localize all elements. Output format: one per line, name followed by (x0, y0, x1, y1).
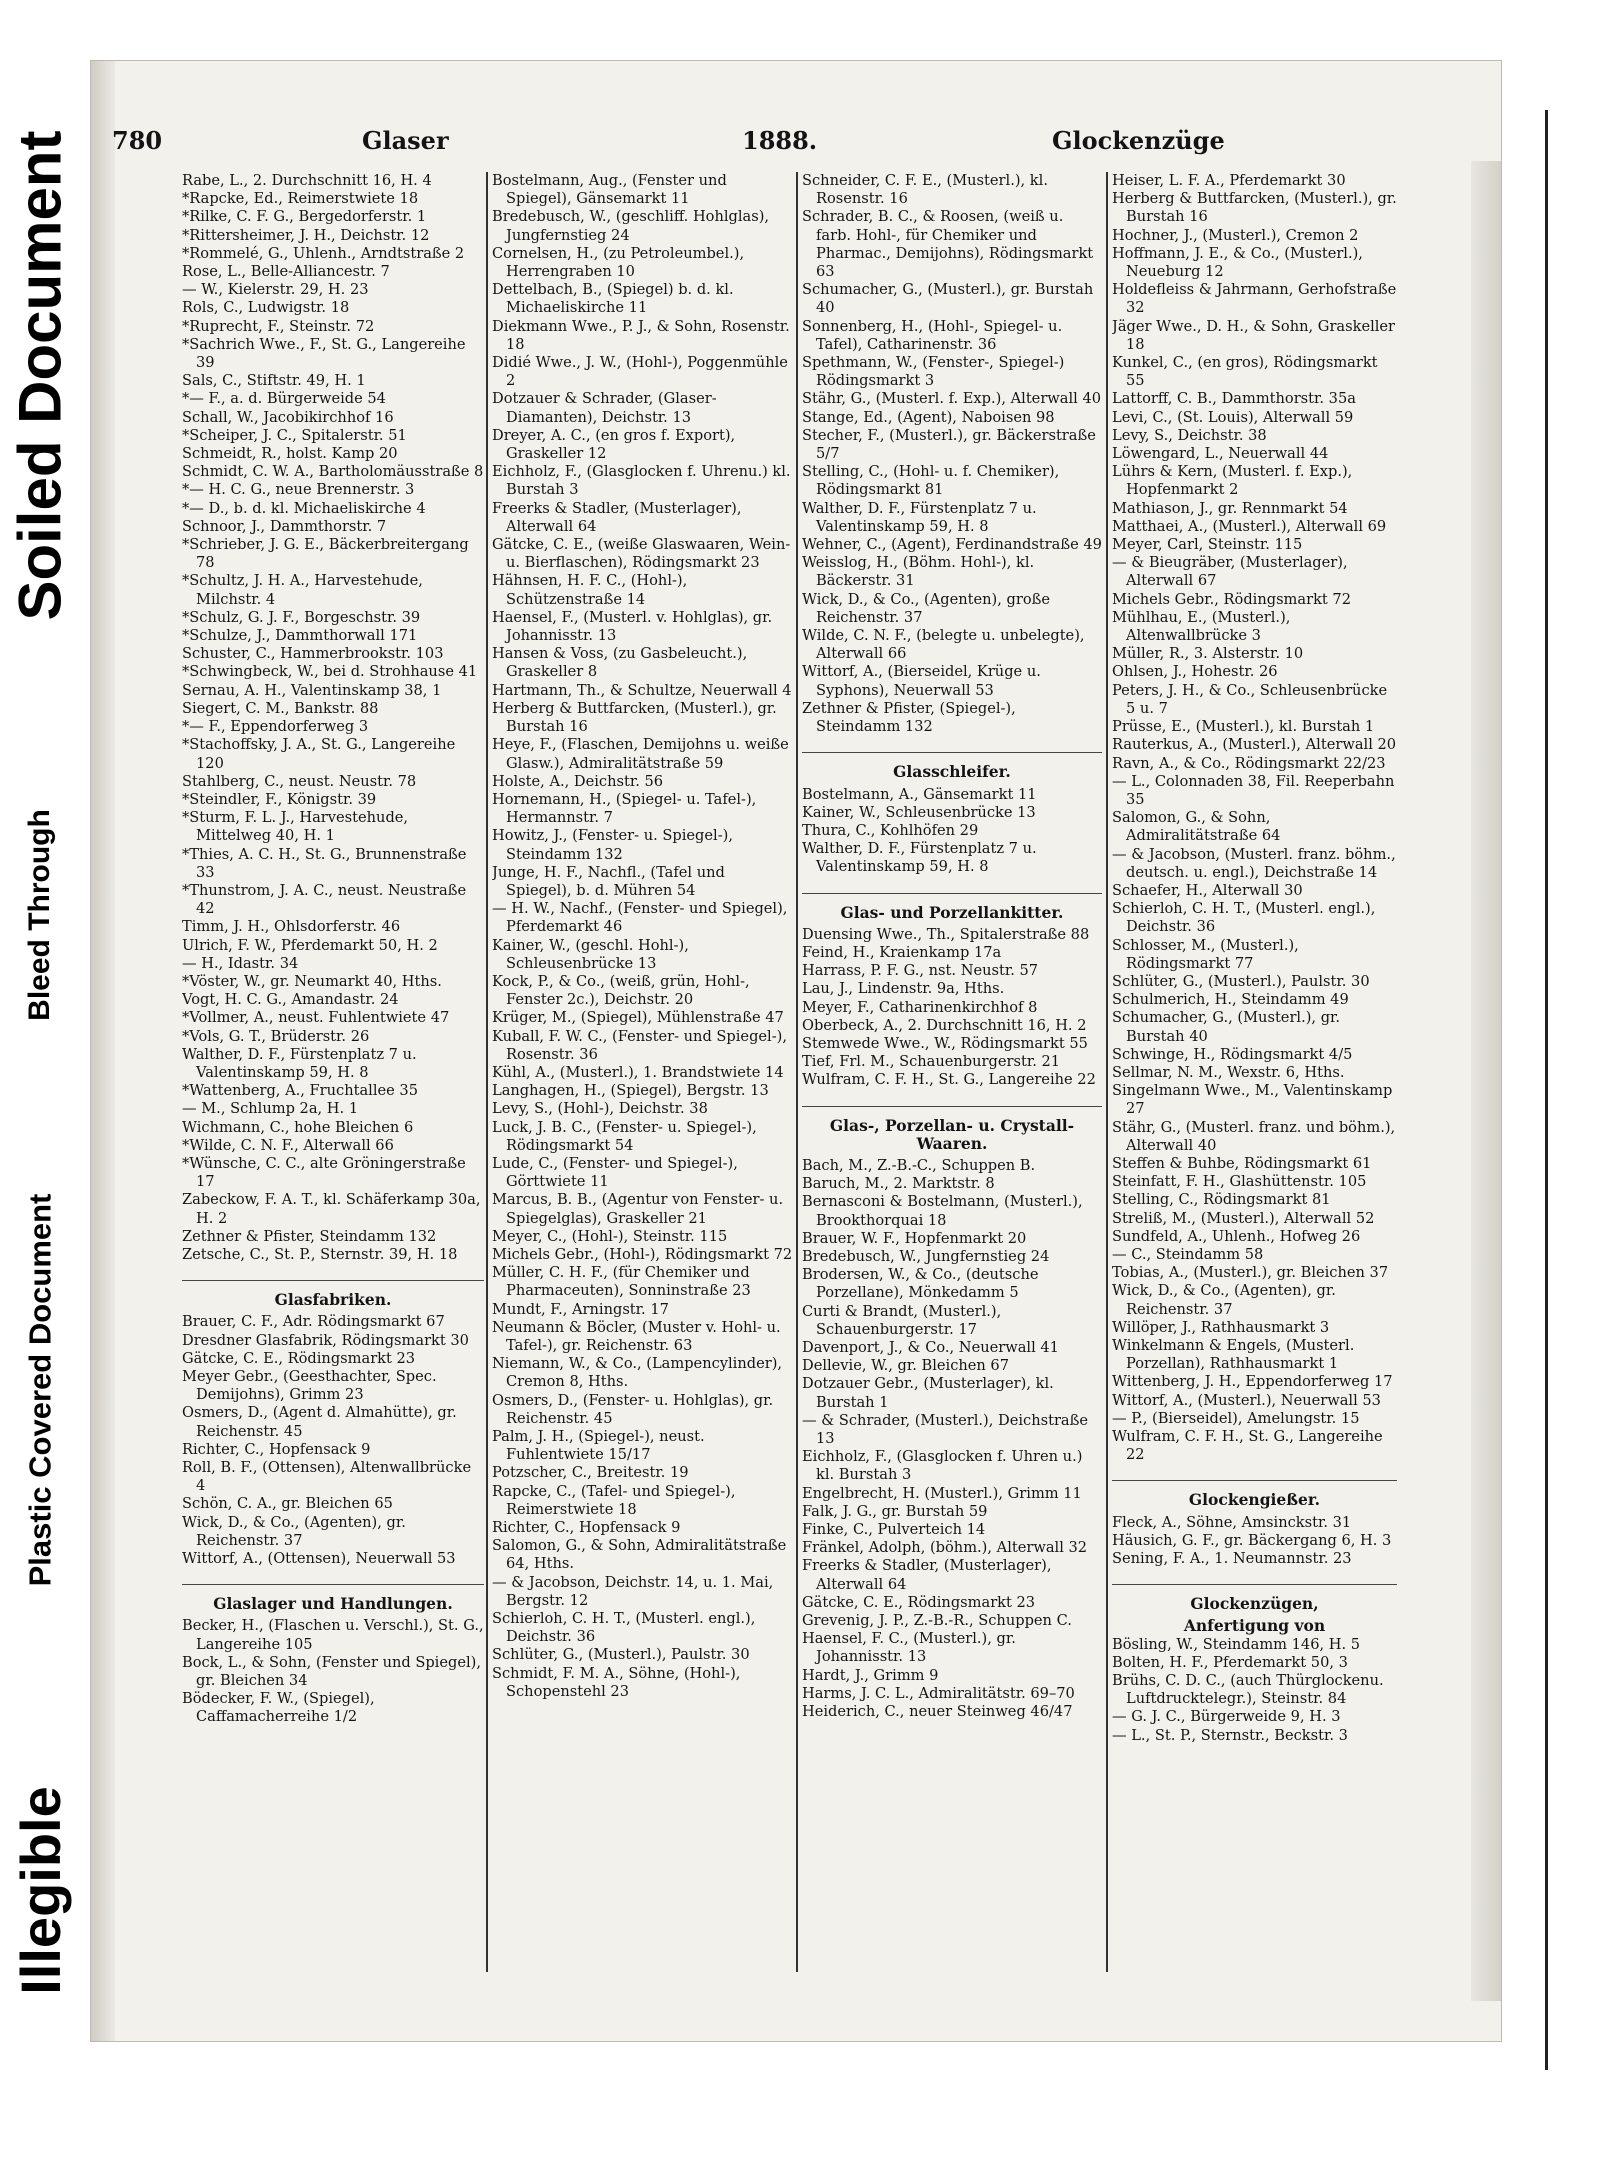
directory-entry: Meyer, F., Catharinenkirchhof 8 (802, 998, 1038, 1016)
directory-entry: — & Jacobson, (Musterl. franz. böhm., deutsch. u. engl.), Deichstraße 14 (1112, 845, 1396, 881)
directory-entry: Harrass, P. F. G., nst. Neustr. 57 (802, 962, 1039, 980)
directory-entry: Lattorff, C. B., Dammthorstr. 35a (1112, 390, 1356, 408)
directory-entry: *— F., a. d. Bürgerweide 54 (182, 390, 386, 408)
directory-entry: Cornelsen, H., (zu Petroleumbel.), Herrengraben 10 (492, 244, 745, 281)
directory-entry: Schierloh, C. H. T., (Musterl. engl.), Deichstr. 36 (492, 1610, 756, 1646)
column-4 (1112, 172, 1397, 1972)
directory-entry: Heiser, L. F. A., Pferdemarkt 30 (1112, 172, 1346, 189)
directory-entry: Schumacher, G., (Musterl.), gr. Burstah 40 (1112, 1009, 1341, 1045)
directory-entry: Lau, J., Lindenstr. 9a, Hths. (802, 980, 1005, 998)
directory-entry: Rose, L., Belle-Alliancestr. 7 (182, 263, 390, 281)
directory-entry: Gätcke, C. E., Rödingsmarkt 23 (802, 1593, 1036, 1611)
directory-entry: Schmeidt, R., holst. Kamp 20 (182, 445, 398, 463)
directory-entry: Wehner, C., (Agent), Ferdinandstraße 49 (802, 536, 1102, 554)
directory-entry: Prüsse, E., (Musterl.), kl. Burstah 1 (1112, 718, 1375, 736)
directory-entry: Timm, J. H., Ohlsdorferstr. 46 (182, 918, 401, 936)
directory-entry: Tobias, A., (Musterl.), gr. Bleichen 37 (1112, 1264, 1389, 1282)
directory-entry: Wittorf, A., (Ottensen), Neuerwall 53 (182, 1550, 456, 1568)
directory-entry: Baruch, M., 2. Marktstr. 8 (802, 1175, 995, 1193)
directory-entry: Sundfeld, A., Uhlenh., Hofweg 26 (1112, 1227, 1361, 1245)
plastic-covered-label: Plastic Covered Document (22, 1193, 58, 1587)
directory-entry: *Vols, G. T., Brüderstr. 26 (182, 1027, 370, 1045)
directory-entry: Stahlberg, C., neust. Neustr. 78 (182, 772, 417, 790)
section-heading-glaslager: Glaslager und Handlungen. (182, 1584, 484, 1613)
section-heading-glasschleifer: Glasschleifer. (802, 752, 1102, 781)
directory-entry: Luck, J. B. C., (Fenster- u. Spiegel-), Rödingsmarkt 54 (492, 1118, 757, 1154)
directory-entry: Hartmann, Th., & Schultze, Neuerwall 4 (492, 681, 792, 699)
directory-entry: Matthaei, A., (Musterl.), Alterwall 69 (1112, 517, 1387, 535)
directory-entry: Engelbrecht, H. (Musterl.), Grimm 11 (802, 1484, 1082, 1502)
directory-entry: Rapcke, C., (Tafel- und Spiegel-), Reimerstwiete 18 (492, 1482, 736, 1518)
directory-entry: Krüger, M., (Spiegel), Mühlenstraße 47 (492, 1009, 784, 1027)
directory-entry: Schnoor, J., Dammthorstr. 7 (182, 517, 387, 535)
directory-entry: Brühs, C. D. C., (auch Thürglockenu. Luftdrucktelegr.), Steinstr. 84 (1112, 1672, 1384, 1708)
directory-entry: Bösling, W., Steindamm 146, H. 5 (1112, 1635, 1361, 1653)
directory-entry: Spethmann, W., (Fenster-, Spiegel-) Rödingsmarkt 3 (802, 354, 1065, 390)
directory-entry: Zethner & Pfister, Steindamm 132 (182, 1227, 437, 1245)
directory-entry: Müller, C. H. F., (für Chemiker und Pharmaceuten), Sonninstraße 23 (492, 1264, 751, 1300)
directory-entry: *Schultz, J. H. A., Harvestehude, Milchstr. 4 (182, 572, 423, 608)
directory-entry: Schall, W., Jacobikirchhof 16 (182, 408, 394, 426)
directory-entry: Palm, J. H., (Spiegel-), neust. Fuhlentwiete 15/17 (492, 1428, 705, 1464)
directory-entry: *Schrieber, J. G. E., Bäckerbreitergang 78 (182, 536, 469, 572)
directory-entry: Rauterkus, A., (Musterl.), Alterwall 20 (1112, 736, 1397, 754)
directory-entry: — C., Steindamm 58 (1112, 1245, 1264, 1263)
page-number: 780 (112, 126, 163, 155)
directory-entry: Steffen & Buhbe, Rödingsmarkt 61 (1112, 1154, 1372, 1172)
directory-entry: Dotzauer Gebr., (Musterlager), kl. Burstah 1 (802, 1375, 1054, 1411)
directory-entry: Levy, S., (Hohl-), Deichstr. 38 (492, 1100, 708, 1118)
directory-entry: Rabe, L., 2. Durchschnitt 16, H. 4 (182, 172, 432, 189)
section-heading-glockenzuegen: Glockenzügen, (1112, 1584, 1397, 1613)
directory-entry: *Ruprecht, F., Steinstr. 72 (182, 317, 375, 335)
directory-entry: Bock, L., & Sohn, (Fenster und Spiegel), gr. Bleichen 34 (182, 1653, 481, 1690)
directory-entry: Weisslog, H., (Böhm. Hohl-), kl. Bäckerstr. 31 (802, 554, 1035, 590)
directory-entry: Bach, M., Z.-B.-C., Schuppen B. (802, 1156, 1036, 1174)
directory-entry: *Schulze, J., Dammthorwall 171 (182, 627, 418, 645)
column-rule (796, 172, 798, 1972)
directory-entry: Lude, C., (Fenster- und Spiegel-), Görttwiete 11 (492, 1154, 738, 1191)
directory-entry: Junge, H. F., Nachfl., (Tafel und Spiegel), b. d. Mühren 54 (492, 863, 725, 899)
directory-entry: Haensel, F., (Musterl. v. Hohlglas), gr. Johannisstr. 13 (492, 608, 773, 645)
directory-entry: Didié Wwe., J. W., (Hohl-), Poggenmühle 2 (492, 354, 788, 390)
directory-entry: Schwinge, H., Rödingsmarkt 4/5 (1112, 1045, 1353, 1063)
directory-entry: Langhagen, H., (Spiegel), Bergstr. 13 (492, 1082, 769, 1100)
directory-entry: Streliß, M., (Musterl.), Alterwall 52 (1112, 1209, 1375, 1227)
directory-entry: Michels Gebr., Rödingsmarkt 72 (1112, 590, 1351, 608)
directory-entry: Davenport, J., & Co., Neuerwall 41 (802, 1338, 1059, 1356)
directory-entry: *— D., b. d. kl. Michaeliskirche 4 (182, 499, 426, 517)
directory-entry: Wittorf, A., (Bierseidel, Krüge u. Syphons), Neuerwall 53 (802, 663, 1041, 699)
directory-entry: Falk, J. G., gr. Burstah 59 (802, 1502, 988, 1520)
directory-entry: Schrader, B. C., & Roosen, (weiß u. farb. Hohl-, für Chemiker und Pharmac., Demijohns), Rödingsmarkt 63 (802, 208, 1094, 281)
directory-entry: Michels Gebr., (Hohl-), Rödingsmarkt 72 (492, 1245, 793, 1263)
directory-entry: Kühl, A., (Musterl.), 1. Brandstwiete 14 (492, 1063, 784, 1081)
directory-entry: Salomon, G., & Sohn, Admiralitätstraße 64 (1112, 809, 1281, 845)
directory-entry: Stemwede Wwe., W., Rödingsmarkt 55 (802, 1034, 1088, 1052)
directory-entry: Freerks & Stadler, (Musterlager), Alterwall 64 (802, 1557, 1052, 1593)
directory-entry: Siegert, C. M., Bankstr. 88 (182, 699, 379, 717)
section-heading-glasfabriken: Glasfabriken. (182, 1280, 484, 1309)
directory-entry: — & Schrader, (Musterl.), Deichstraße 13 (802, 1411, 1089, 1447)
directory-entry: Marcus, B. B., (Agentur von Fenster- u. Spiegelglas), Graskeller 21 (492, 1191, 784, 1227)
directory-entry: Eichholz, F., (Glasglocken f. Uhrenu.) kl. Burstah 3 (492, 463, 791, 499)
directory-entry: Schön, C. A., gr. Bleichen 65 (182, 1495, 393, 1513)
directory-entry: Willöper, J., Rathhausmarkt 3 (1112, 1318, 1330, 1336)
directory-entry: Hoffmann, J. E., & Co., (Musterl.), Neueburg 12 (1112, 244, 1363, 281)
illegible-label: Illegible (8, 1785, 72, 1995)
directory-entry: Sals, C., Stiftstr. 49, H. 1 (182, 372, 366, 390)
directory-entry: Finke, C., Pulverteich 14 (802, 1521, 986, 1539)
directory-entry: Stähr, G., (Musterl. f. Exp.), Alterwall 40 (802, 390, 1102, 408)
directory-entry: Hornemann, H., (Spiegel- u. Tafel-), Hermannstr. 7 (492, 790, 757, 827)
directory-entry: *Rittersheimer, J. H., Deichstr. 12 (182, 226, 430, 244)
directory-entry: Bödecker, F. W., (Spiegel), Caffamacherreihe 1/2 (182, 1690, 375, 1726)
bleed-through-label: Bleed Through (23, 809, 56, 1021)
directory-entry: Bredebusch, W., Jungfernstieg 24 (802, 1247, 1050, 1265)
directory-entry: *Rommelé, G., Uhlenh., Arndtstraße 2 (182, 244, 465, 262)
directory-entry: Mathiason, J., gr. Rennmarkt 54 (1112, 499, 1348, 517)
directory-entry: Diekmann Wwe., P. J., & Sohn, Rosenstr. 18 (492, 317, 790, 353)
directory-entry: — G. J. C., Bürgerweide 9, H. 3 (1112, 1708, 1341, 1726)
directory-entry: Haensel, F. C., (Musterl.), gr. Johannisstr. 13 (802, 1630, 1016, 1666)
right-keyword: Glockenzüge (1052, 126, 1225, 155)
directory-entry: *Wattenberg, A., Fruchtallee 35 (182, 1082, 418, 1100)
directory-entry: Stecher, F., (Musterl.), gr. Bäckerstraße 5/7 (802, 426, 1096, 463)
column-3 (802, 172, 1102, 1972)
directory-entry: Roll, B. F., (Ottensen), Altenwallbrücke 4 (182, 1459, 472, 1495)
directory-entry: Bernasconi & Bostelmann, (Musterl.), Brookthorquai 18 (802, 1193, 1083, 1229)
section-heading-glockengiesser: Glockengießer. (1112, 1480, 1397, 1509)
directory-entry: — L., Colonnaden 38, Fil. Reeperbahn 35 (1112, 772, 1395, 808)
directory-entry: *Scheiper, J. C., Spitalerstr. 51 (182, 426, 407, 444)
directory-entry: Hähnsen, H. F. C., (Hohl-), Schützenstraße 14 (492, 572, 688, 608)
directory-entry: Bredebusch, W., (geschliff. Hohlglas), Jungfernstieg 24 (492, 208, 770, 244)
directory-entry: Sening, F. A., 1. Neumannstr. 23 (1112, 1550, 1352, 1568)
directory-entry: *— F., Eppendorferweg 3 (182, 718, 369, 736)
directory-entry: Fleck, A., Söhne, Amsinckstr. 31 (1112, 1513, 1352, 1531)
directory-entry: Walther, D. F., Fürstenplatz 7 u. Valentinskamp 59, H. 8 (182, 1045, 417, 1081)
directory-entry: — & Bieugräber, (Musterlager), Alterwall 67 (1112, 554, 1348, 590)
directory-entry: Kunkel, C., (en gros), Rödingsmarkt 55 (1112, 354, 1378, 390)
directory-entry: Kainer, W., (geschl. Hohl-), Schleusenbrücke 13 (492, 936, 689, 972)
directory-entry: Sernau, A. H., Valentinskamp 38, 1 (182, 681, 442, 699)
directory-entry: Tief, Frl. M., Schauenburgerstr. 21 (802, 1053, 1061, 1071)
directory-entry: Wulfram, C. F. H., St. G., Langereihe 22 (1112, 1428, 1383, 1464)
directory-entry: Meyer, C., (Hohl-), Steinstr. 115 (492, 1227, 728, 1245)
directory-entry: Peters, J. H., & Co., Schleusenbrücke 5 u. 7 (1112, 681, 1388, 717)
directory-entry: Rols, C., Ludwigstr. 18 (182, 299, 350, 317)
directory-entry: Stelling, C., Rödingsmarkt 81 (1112, 1191, 1331, 1209)
directory-entry: Sellmar, N. M., Wexstr. 6, Hths. (1112, 1063, 1345, 1081)
directory-entry: *Wünsche, C. C., alte Gröningerstraße 17 (182, 1154, 466, 1191)
directory-entry: Walther, D. F., Fürstenplatz 7 u. Valentinskamp 59, H. 8 (802, 840, 1037, 876)
directory-entry: Herberg & Buttfarcken, (Musterl.), gr. Burstah 16 (492, 699, 777, 736)
directory-entry: Sonnenberg, H., (Hohl-, Spiegel- u. Tafel), Catharinenstr. 36 (802, 317, 1063, 353)
page-edge-line (1545, 110, 1548, 2070)
directory-entry: Osmers, D., (Agent d. Almahütte), gr. Reichenstr. 45 (182, 1404, 457, 1440)
directory-entry: Fränkel, Adolph, (böhm.), Alterwall 32 (802, 1539, 1088, 1557)
directory-entry: Zethner & Pfister, (Spiegel-), Steindamm 132 (802, 699, 1016, 736)
directory-entry: Müller, R., 3. Alsterstr. 10 (1112, 645, 1304, 663)
page-gutter (91, 61, 115, 2041)
directory-entry: Dotzauer & Schrader, (Glaser-Diamanten), Deichstr. 13 (492, 390, 717, 426)
directory-entry: Mühlhau, E., (Musterl.), Altenwallbrücke 3 (1112, 608, 1291, 645)
directory-entry: *Rilke, C. F. G., Bergedorferstr. 1 (182, 208, 427, 226)
directory-entry: Kainer, W., Schleusenbrücke 13 (802, 803, 1036, 821)
directory-entry: Freerks & Stadler, (Musterlager), Alterwall 64 (492, 499, 742, 535)
scan-label-strip (0, 0, 80, 2177)
directory-entry: *Schwingbeck, W., bei d. Strohhause 41 (182, 663, 478, 681)
right-page-margin (1471, 161, 1501, 2001)
directory-entry: Schneider, C. F. E., (Musterl.), kl. Rosenstr. 16 (802, 172, 1048, 208)
year-heading: 1888. (742, 126, 818, 155)
directory-entry: Hansen & Voss, (zu Gasbeleucht.), Graskeller 8 (492, 645, 748, 681)
directory-entry: *Vollmer, A., neust. Fuhlentwiete 47 (182, 1009, 450, 1027)
directory-entry: Niemann, W., & Co., (Lampencylinder), Cremon 8, Hths. (492, 1355, 783, 1391)
directory-entry: Brauer, C. F., Adr. Rödingsmarkt 67 (182, 1313, 445, 1331)
directory-entry: Bostelmann, Aug., (Fenster und Spiegel), Gänsemarkt 11 (492, 172, 727, 208)
directory-entry: Schuster, C., Hammerbrookstr. 103 (182, 645, 444, 663)
directory-entry: Wick, D., & Co., (Agenten), gr. Reichenstr. 37 (182, 1513, 406, 1549)
section-heading-crystall-waaren: Glas-, Porzellan- u. Crystall-Waaren. (802, 1106, 1102, 1153)
directory-entry: Winkelmann & Engels, (Musterl. Porzellan), Rathhausmarkt 1 (1112, 1337, 1355, 1373)
directory-entry: Wick, D., & Co., (Agenten), gr. Reichenstr. 37 (1112, 1282, 1336, 1318)
directory-entry: *Sachrich Wwe., F., St. G., Langereihe 39 (182, 335, 466, 372)
directory-entry: — H., Idastr. 34 (182, 954, 299, 972)
directory-entry: Kuball, F. W. C., (Fenster- und Spiegel-), Rosenstr. 36 (492, 1027, 787, 1063)
directory-entry: Dresdner Glasfabrik, Rödingsmarkt 30 (182, 1331, 469, 1349)
directory-entry: *Schulz, G. J. F., Borgeschstr. 39 (182, 608, 421, 626)
directory-entry: Wilde, C. N. F., (belegte u. unbelegte), Alterwall 66 (802, 627, 1085, 663)
directory-entry: Meyer, Carl, Steinstr. 115 (1112, 536, 1303, 554)
directory-entry: Dreyer, A. C., (en gros f. Export), Graskeller 12 (492, 426, 736, 463)
page-header (112, 126, 1392, 170)
directory-entry: Bolten, H. F., Pferdemarkt 50, 3 (1112, 1653, 1348, 1671)
directory-columns (182, 172, 1397, 1982)
directory-entry: Ravn, A., & Co., Rödingsmarkt 22/23 (1112, 754, 1386, 772)
directory-entry: Brodersen, W., & Co., (deutsche Porzellane), Mönkedamm 5 (802, 1266, 1039, 1302)
directory-entry: — P., (Bierseidel), Amelungstr. 15 (1112, 1409, 1360, 1427)
directory-entry: Schumacher, G., (Musterl.), gr. Burstah 40 (802, 281, 1094, 317)
directory-entry: Ohlsen, J., Hohestr. 26 (1112, 663, 1278, 681)
directory-entry: Zabeckow, F. A. T., kl. Schäferkamp 30a, H. 2 (182, 1191, 481, 1227)
directory-entry: *Steindler, F., Königstr. 39 (182, 790, 377, 808)
directory-entry: Brauer, W. F., Hopfenmarkt 20 (802, 1229, 1027, 1247)
directory-entry: Holdefleiss & Jahrmann, Gerhofstraße 32 (1112, 281, 1397, 317)
directory-entry: Löwengard, L., Neuerwall 44 (1112, 445, 1329, 463)
directory-entry: Schmidt, C. W. A., Bartholomäusstraße 8 (182, 463, 484, 481)
directory-entry: Herberg & Buttfarcken, (Musterl.), gr. Burstah 16 (1112, 190, 1397, 226)
directory-entry: Thura, C., Kohlhöfen 29 (802, 821, 979, 839)
soiled-document-label: Soiled Document (6, 129, 74, 621)
directory-entry: Holste, A., Deichstr. 56 (492, 772, 664, 790)
directory-entry: Becker, H., (Flaschen u. Verschl.), St. G., Langereihe 105 (182, 1617, 484, 1653)
directory-entry: Harms, J. C. L., Admiralitätstr. 69–70 (802, 1684, 1075, 1702)
directory-entry: Richter, C., Hopfensack 9 (492, 1519, 681, 1537)
directory-entry: *Wilde, C. N. F., Alterwall 66 (182, 1136, 394, 1154)
directory-entry: Potzscher, C., Breitestr. 19 (492, 1464, 689, 1482)
directory-entry: Schlüter, G., (Musterl.), Paulstr. 30 (492, 1646, 750, 1664)
directory-entry: Mundt, F., Arningstr. 17 (492, 1300, 669, 1318)
directory-entry: Wittorf, A., (Musterl.), Neuerwall 53 (1112, 1391, 1381, 1409)
directory-entry: Ulrich, F. W., Pferdemarkt 50, H. 2 (182, 936, 438, 954)
directory-entry: Duensing Wwe., Th., Spitalerstraße 88 (802, 925, 1090, 943)
directory-entry: Hardt, J., Grimm 9 (802, 1666, 939, 1684)
directory-entry: Heiderich, C., neuer Steinweg 46/47 (802, 1703, 1073, 1721)
directory-entry: Salomon, G., & Sohn, Admiralitätstraße 64, Hths. (492, 1537, 787, 1573)
directory-entry: Schulmerich, H., Steindamm 49 (1112, 991, 1349, 1009)
directory-entry: Singelmann Wwe., M., Valentinskamp 27 (1112, 1082, 1393, 1118)
directory-entry: Dellevie, W., gr. Bleichen 67 (802, 1357, 1010, 1375)
directory-entry: Schlosser, M., (Musterl.), Rödingsmarkt 77 (1112, 936, 1299, 972)
directory-entry: Heye, F., (Flaschen, Demijohns u. weiße Glasw.), Admiralitätstraße 59 (492, 736, 789, 772)
directory-entry: *Sturm, F. L. J., Harvestehude, Mittelweg 40, H. 1 (182, 809, 409, 845)
directory-entry: — W., Kielerstr. 29, H. 23 (182, 281, 369, 299)
directory-entry: — M., Schlump 2a, H. 1 (182, 1100, 359, 1118)
section-subheading-anfertigung: Anfertigung von (1183, 1616, 1326, 1636)
directory-entry: Jäger Wwe., D. H., & Sohn, Graskeller 18 (1112, 317, 1396, 353)
directory-entry: — L., St. P., Sternstr., Beckstr. 3 (1112, 1726, 1348, 1744)
directory-entry: Levi, C., (St. Louis), Alterwall 59 (1112, 408, 1354, 426)
directory-entry: Wick, D., & Co., (Agenten), große Reichenstr. 37 (802, 590, 1051, 626)
directory-entry: Wichmann, C., hohe Bleichen 6 (182, 1118, 414, 1136)
directory-entry: Vogt, H. C. G., Amandastr. 24 (182, 991, 399, 1009)
directory-entry: *Thunstrom, J. A. C., neust. Neustraße 42 (182, 881, 467, 918)
directory-entry: Stange, Ed., (Agent), Naboisen 98 (802, 408, 1055, 426)
directory-entry: Grevenig, J. P., Z.-B.-R., Schuppen C. (802, 1612, 1072, 1630)
directory-entry: Feind, H., Kraienkamp 17a (802, 943, 1002, 961)
directory-entry: Gätcke, C. E., Rödingsmarkt 23 (182, 1349, 416, 1367)
column-rule (1106, 172, 1108, 1972)
directory-entry: Dettelbach, B., (Spiegel) b. d. kl. Michaeliskirche 11 (492, 281, 734, 317)
left-keyword: Glaser (362, 126, 449, 155)
directory-entry: Lührs & Kern, (Musterl. f. Exp.), Hopfenmarkt 2 (1112, 463, 1353, 499)
directory-entry: *Rapcke, Ed., Reimerstwiete 18 (182, 190, 419, 208)
directory-entry: Zetsche, C., St. P., Sternstr. 39, H. 18 (182, 1245, 458, 1263)
directory-entry: Walther, D. F., Fürstenplatz 7 u. Valentinskamp 59, H. 8 (802, 499, 1037, 535)
directory-entry: *Stachoffsky, J. A., St. G., Langereihe 120 (182, 736, 456, 772)
directory-entry: Schmidt, F. M. A., Söhne, (Hohl-), Schopenstehl 23 (492, 1664, 741, 1700)
directory-entry: Levy, S., Deichstr. 38 (1112, 426, 1267, 444)
directory-entry: Wittenberg, J. H., Eppendorferweg 17 (1112, 1373, 1393, 1391)
directory-entry: *— H. C. G., neue Brennerstr. 3 (182, 481, 415, 499)
directory-entry: Häusich, G. F., gr. Bäckergang 6, H. 3 (1112, 1531, 1392, 1549)
column-2 (492, 172, 794, 1972)
directory-entry: Eichholz, F., (Glasglocken f. Uhren u.) kl. Burstah 3 (802, 1448, 1083, 1484)
directory-entry: *Vöster, W., gr. Neumarkt 40, Hths. (182, 972, 442, 990)
directory-entry: Schierloh, C. H. T., (Musterl. engl.), Deichstr. 36 (1112, 900, 1376, 936)
directory-entry: Meyer Gebr., (Geesthachter, Spec. Demijohns), Grimm 23 (182, 1368, 437, 1404)
directory-entry: Stelling, C., (Hohl- u. f. Chemiker), Rödingsmarkt 81 (802, 463, 1060, 499)
directory-entry: — H. W., Nachf., (Fenster- und Spiegel), Pferdemarkt 46 (492, 900, 788, 936)
directory-entry: Gätcke, C. E., (weiße Glaswaaren, Wein- u. Bierflaschen), Rödingsmarkt 23 (492, 536, 791, 572)
directory-entry: Bostelmann, A., Gänsemarkt 11 (802, 785, 1037, 803)
directory-entry: Osmers, D., (Fenster- u. Hohlglas), gr. Reichenstr. 45 (492, 1391, 774, 1427)
directory-entry: Schaefer, H., Alterwall 30 (1112, 881, 1303, 899)
directory-entry: Steinfatt, F. H., Glashüttenstr. 105 (1112, 1173, 1367, 1191)
directory-entry: Schlüter, G., (Musterl.), Paulstr. 30 (1112, 972, 1370, 990)
directory-entry: Hochner, J., (Musterl.), Cremon 2 (1112, 226, 1359, 244)
directory-entry: *Thies, A. C. H., St. G., Brunnenstraße 33 (182, 845, 467, 881)
directory-entry: Oberbeck, A., 2. Durchschnitt 16, H. 2 (802, 1016, 1087, 1034)
directory-entry: — & Jacobson, Deichstr. 14, u. 1. Mai, Bergstr. 12 (492, 1573, 774, 1609)
directory-entry: Kock, P., & Co., (weiß, grün, Hohl-, Fenster 2c.), Deichstr. 20 (492, 972, 750, 1009)
column-1 (182, 172, 484, 1972)
directory-entry: Neumann & Böcler, (Muster v. Hohl- u. Tafel-), gr. Reichenstr. 63 (492, 1318, 781, 1354)
column-rule (486, 172, 488, 1972)
directory-entry: Curti & Brandt, (Musterl.), Schauenburgerstr. 17 (802, 1302, 1002, 1338)
section-heading-porzellankitter: Glas- und Porzellankitter. (802, 893, 1102, 922)
directory-entry: Stähr, G., (Musterl. franz. und böhm.), Alterwall 40 (1112, 1118, 1396, 1154)
directory-entry: Richter, C., Hopfensack 9 (182, 1440, 371, 1458)
directory-entry: Howitz, J., (Fenster- u. Spiegel-), Steindamm 132 (492, 827, 733, 863)
directory-entry: Wulfram, C. F. H., St. G., Langereihe 22 (802, 1071, 1096, 1089)
